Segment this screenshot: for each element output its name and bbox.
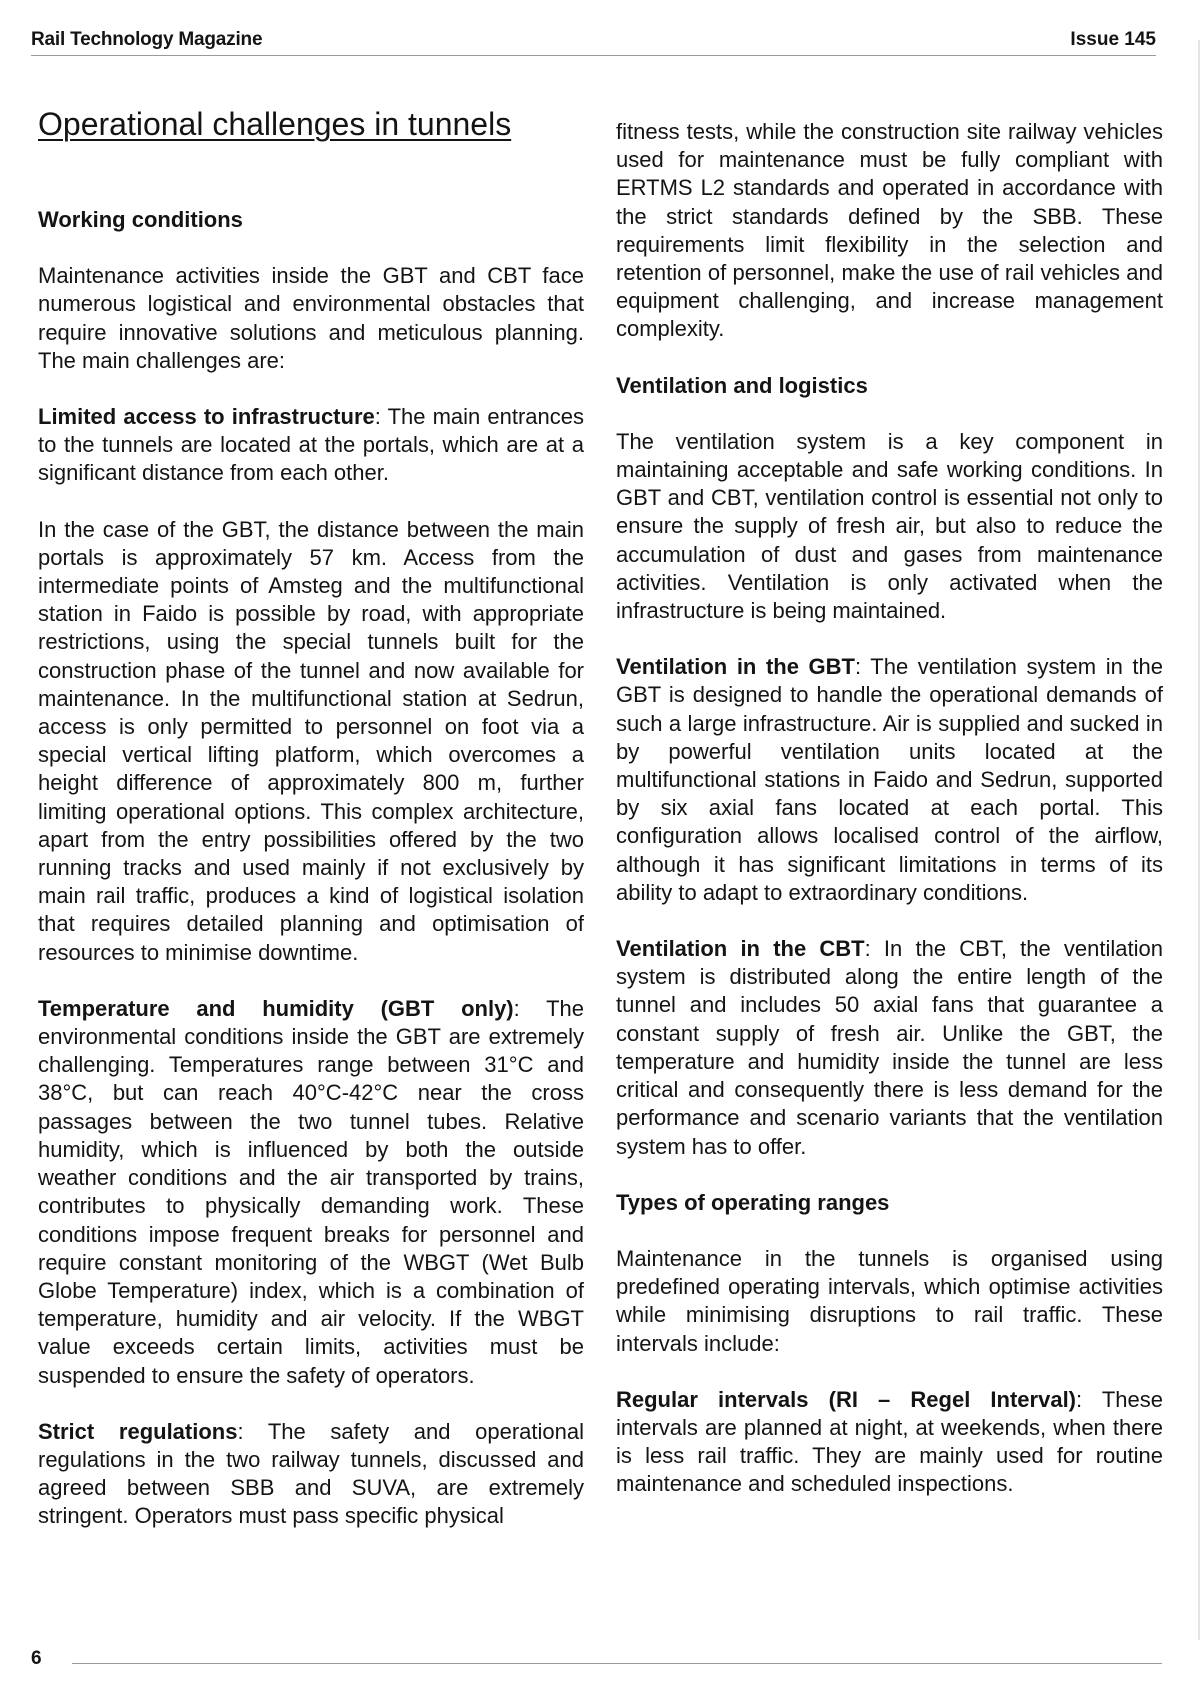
page-number: 6 <box>31 1648 42 1669</box>
paragraph-regular-intervals <box>616 1386 1163 1499</box>
article-title: Operational challenges in tunnels <box>38 106 512 142</box>
heading-working-conditions: Working conditions <box>38 207 243 232</box>
label-regular-intervals: Regular intervals (RI – Regel Interval) <box>616 1386 1077 1412</box>
paragraph-ventilation-cbt <box>616 935 1163 1161</box>
paragraph-ventilation-intro: The ventilation system is a key component in maintaining acceptable and safe working conditions. In GBT and CBT, ventilation control is essential not only to ensure the supply of fresh air, but also to reduce the accumulation of dust and gases from maintenance activities. Ventilation is only activated when the infrastructure is being maintained. <box>616 428 1163 624</box>
text-limited-access: : The main entrances to the tunnels are located at the portals, which are at a significant distance from each other. <box>38 404 584 486</box>
paragraph-limited-access <box>38 403 584 488</box>
text-regular-intervals: : These intervals are planned at night, at weekends, when there is less rail traffic. They are mainly used for routine maintenance and scheduled inspections. <box>616 1386 1163 1497</box>
label-limited-access: Limited access to infrastructure <box>38 404 375 430</box>
text-regulations: : The safety and operational regulations in the two railway tunnels, discussed and agreed between SBB and SUVA, are extremely stringent. Operators must pass specific physical <box>38 1418 584 1529</box>
text-ventilation-cbt: : In the CBT, the ventilation system is distributed along the entire length of the tunnel and includes 50 axial fans that guarantee a constant supply of fresh air. Unlike the GBT, the temperature and humidity inside the tunnel are less critical and consequently there is less demand for the performance and scenario variants that the ventilation system has to offer. <box>616 936 1163 1159</box>
paragraph-gbt-case: In the case of the GBT, the distance between the main portals is approximately 57 km. Access from the intermediate points of Amsteg and the multifunctional station in Faido is possible by road, with appropriate restrictions, using the special tunnels built for the construction phase of the tunnel and now available for maintenance. In the multifunctional station at Sedrun, access is only permitted to personnel on foot via a special vertical lifting platform, which overcomes a height difference of approximately 800 m, further limiting operational options. This complex architecture, apart from the entry possibilities offered by the two running tracks and used mainly if not exclusively by main rail traffic, produces a kind of logistical isolation that requires detailed planning and optimisation of resources to minimise downtime. <box>38 516 584 965</box>
paragraph-ventilation-gbt <box>616 653 1163 907</box>
paragraph-regulations <box>38 1418 584 1531</box>
magazine-name: Rail Technology Magazine <box>31 29 263 50</box>
left-column <box>38 106 584 1559</box>
page-header <box>31 28 1156 56</box>
right-column <box>616 118 1163 1527</box>
text-temperature: : The environmental conditions inside the GBT are extremely challenging. Temperatures range between 31°C and 38°C, but can reach 40°C-42°C near the cross passages between the two tunnel tubes. Relative humidity, which is influenced by both the outside weather conditions and the air transported by trains, contributes to physically demanding work. These conditions impose frequent breaks for personnel and require constant monitoring of the WBGT (Wet Bulb Globe Temperature) index, which is a combination of temperature, humidity and air velocity. If the WBGT value exceeds certain limits, activities must be suspended to ensure the safety of operators. <box>38 995 584 1388</box>
heading-ventilation: Ventilation and logistics <box>616 372 868 398</box>
text-ventilation-gbt: : The ventilation system in the GBT is designed to handle the operational demands of such a large infrastructure. Air is supplied and sucked in by powerful ventilation units located at the multifunctional stations in Faido and Sedrun, supported by six axial fans located at each portal. This configuration allows localised control of the airflow, although it has significant limitations in terms of its ability to adapt to extraordinary conditions. <box>616 654 1164 905</box>
label-regulations: Strict regulations <box>38 1418 238 1444</box>
label-ventilation-gbt: Ventilation in the GBT <box>616 654 855 680</box>
footer-divider <box>72 1663 1162 1664</box>
paragraph-working-conditions-intro: Maintenance activities inside the GBT and CBT face numerous logistical and environmental obstacles that require innovative solutions and meticulous planning. The main challenges are: <box>38 263 584 373</box>
heading-operating-ranges: Types of operating ranges <box>616 1189 890 1215</box>
paragraph-temperature <box>38 995 584 1390</box>
paragraph-regulations-continued: fitness tests, while the construction site railway vehicles used for maintenance must be fully compliant with ERTMS L2 standards and operated in accordance with the strict standards defined by the SBB. These requirements limit flexibility in the selection and retention of personnel, make the use of rail vehicles and equipment challenging, and increase management complexity. <box>616 119 1163 342</box>
label-ventilation-cbt: Ventilation in the CBT <box>616 936 865 962</box>
label-temperature: Temperature and humidity (GBT only) <box>38 995 514 1021</box>
issue-number: Issue 145 <box>1070 29 1156 50</box>
paragraph-operating-ranges-intro: Maintenance in the tunnels is organised using predefined operating intervals, which optimise activities while minimising disruptions to rail traffic. These intervals include: <box>616 1245 1163 1356</box>
